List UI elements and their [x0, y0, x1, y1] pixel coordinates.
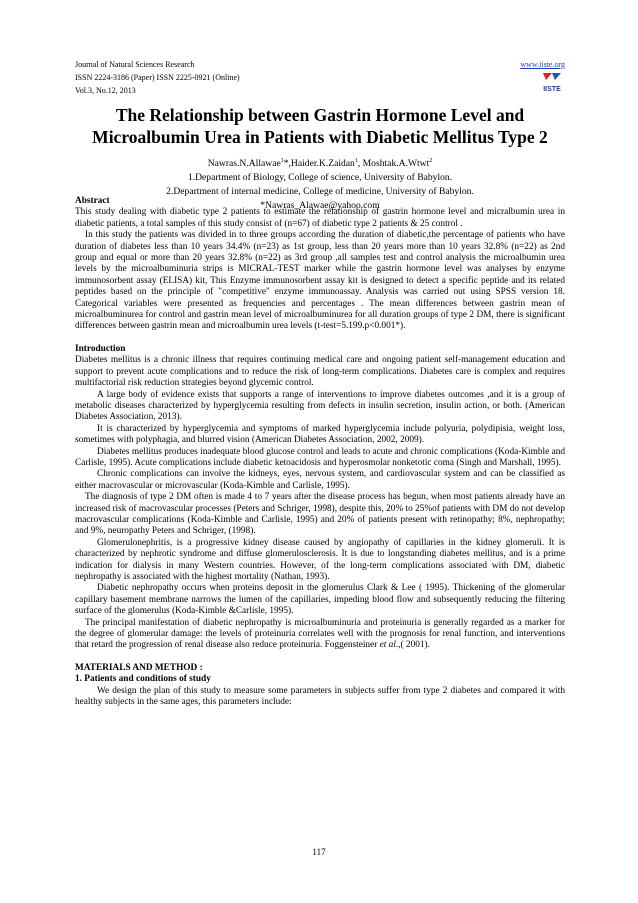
author-2: ,Haider.K.Zaidan	[288, 158, 355, 170]
journal-header	[75, 58, 565, 97]
paper-title: The Relationship between Gastrin Hormone Level and Microalbumin Urea in Patients with Diabetic Mellitus Type 2	[92, 105, 548, 147]
author-3: , Moshtak.A.Wtwt	[357, 158, 430, 170]
intro-p9-text: The principal manifestation of diabetic nephropathy is microalbuminuria and proteinuria is generally regarded as a marker for the degree of glomerular damage: the levels of proteinuria correlates well with the prognosis for renal function, and interventions that retard the progression of renal disease also reduce proteinuria. Foggensteiner	[75, 617, 565, 651]
introduction-heading: Introduction	[75, 343, 126, 354]
page-number: 117	[312, 847, 326, 857]
introduction-paragraph: Glomerulonephritis, is a progressive kidney disease caused by angiopathy of capillaries in the kidney glomeruli. It is characterized by nephrotic syndrome and diffuse glomerulosclerosis. It is due to longstanding diabetes mellitus, and is a prime indication for dialysis in many Western countries. However, of the long-term complications associated with DM, diabetic nephropathy is associated with the highest mortality (Nathan, 1993).	[75, 537, 565, 582]
affiliation-1: 1.Department of Biology, College of science, University of Babylon.	[187, 171, 453, 183]
abstract-heading: Abstract	[75, 196, 110, 206]
author-line	[75, 155, 565, 171]
introduction-paragraph: Diabetes mellitus is a chronic illness that requires continuing medical care and ongoing patient self-management education and support to prevent acute complications and to reduce the risk of long-term complications. Diabetes care is complex and requires multifactorial risk reduction strategies beyond glycemic control.	[75, 355, 565, 389]
introduction-paragraph: Chronic complications can involve the kidneys, eyes, nervous system, and cardiovascular system and can be classified as either macrovascular or microvascular (Koda-Kimble and Carlisle, 1995).	[75, 469, 565, 491]
journal-issn: ISSN 2224-3186 (Paper) ISSN 2225-0921 (Online)	[75, 73, 240, 82]
paper-body	[75, 196, 565, 708]
affiliation-2: 2.Department of internal medicine, College of medicine, University of Babylon.	[166, 185, 474, 197]
author-1: Nawras.N.Allawae	[207, 158, 281, 170]
intro-p9-end: .,( 2001).	[395, 640, 430, 651]
journal-name: Journal of Natural Sciences Research	[75, 60, 195, 69]
intro-p9-etal: et al	[379, 640, 396, 651]
author-3-affil: 2	[429, 158, 433, 164]
journal-website-link[interactable]: www.iiste.org	[520, 60, 565, 69]
logo-text: IISTE	[543, 86, 561, 93]
methods-subheading: 1. Patients and conditions of study	[75, 674, 211, 685]
methods-paragraph: We design the plan of this study to measure some parameters in subjects suffer from type 2 diabetes and compared it with healthy subjects in the same ages, this parameters include:	[75, 685, 565, 708]
introduction-paragraph: Diabetes mellitus produces inadequate blood glucose control and leads to acute and chronic complications (Koda-Kimble and Carlisle, 1995). Acute complications include diabetic ketoacidosis and hyperosmolar nonketotic coma (Singh and Marshall, 1995).	[75, 446, 565, 468]
introduction-paragraph: Diabetic nephropathy occurs when proteins deposit in the glomerulus Clark & Lee ( 1995). Thickening of the glomerular capillary basement membrane narrows the lumen of the capillaries, impeding blood flow and subsequently reducing the filtering surface of the glomerulus (Koda-Kimble &Carlisle, 1995).	[75, 583, 565, 617]
iiste-logo	[540, 71, 564, 95]
abstract-paragraph: In this study the patients was divided in to three groups according the duration of diabetic,the percentage of patients who have duration of diabetes less than 10 years 34.4% (n=23) as 1st group, less than 20 years more than 10 years 32.8% (n=22) as 2nd group and equal or more than 20 years 32.8% (n=22) as 3rd group ,all samples test and control analysis the microalbumin urea levels by the microalbuminuria strips is MICRAL-TEST marker while the gastrin hormone level was analyses by enzyme immunosorbent assay (ELISA) kit, This Enzyme immunosorbent assay kit is designed to detect a specific peptide and its related peptides based on the principle of "competitive" enzyme immunoassay. Analysis was carried out using SPSS version 18. Categorical variables were presented as frequencies and percentages . The mean differences between gastrin mean of microalbuminurea for control and gastrin mean level of microalbuminurea for all duration groups of type 2 DM, there is significant differences between gastrin mean and microalbumin urea levels (t-test=5.199.p<0.001*).	[75, 230, 565, 332]
author-1-affil: 1	[280, 158, 284, 164]
methods-heading: MATERIALS AND METHOD :	[75, 662, 203, 673]
abstract-paragraph: This study dealing with diabetic type 2 patients to estimate the relationship of gastrin hormone level and micralbumin urea in diabetic patients, a total samples of this study consist of (n=67) of diabetic type 2 patients & 25 control .	[75, 207, 565, 229]
journal-volume: Vol.3, No.12, 2013	[75, 86, 136, 95]
introduction-paragraph	[75, 618, 565, 652]
introduction-paragraph: It is characterized by hyperglycemia and symptoms of marked hyperglycemia include polyuria, polydipisia, weight loss, sometimes with polyphagia, and blurred vision (American Diabetes Association, 2002, 2009).	[75, 423, 565, 446]
introduction-paragraph: The diagnosis of type 2 DM often is made 4 to 7 years after the disease process has begun, when most patients already have an increased risk of macrovascular processes (Peters and Schriger, 1998), despite this, 20% to 25%of patients with DM do not develop macrovascular complications (Koda-Kimble and Carlisle, 1995) and 20% of patients present with retinopathy; 8%, nephropathy; and 9%, neuropathy Peters and Schriger, (1998).	[75, 492, 565, 537]
author-1-corresponding-mark: *	[283, 158, 289, 170]
corresponding-email: *Nawras_Alawae@yahoo.com	[260, 199, 380, 211]
introduction-paragraph: A large body of evidence exists that supports a range of interventions to improve diabetes outcomes ,and it is a group of metabolic diseases characterized by hyperglycemia resulting from defects in insulin secretion, insulin action, or both. (American Diabetes Association, 2013).	[75, 389, 565, 423]
author-2-affil: 1	[354, 158, 358, 164]
